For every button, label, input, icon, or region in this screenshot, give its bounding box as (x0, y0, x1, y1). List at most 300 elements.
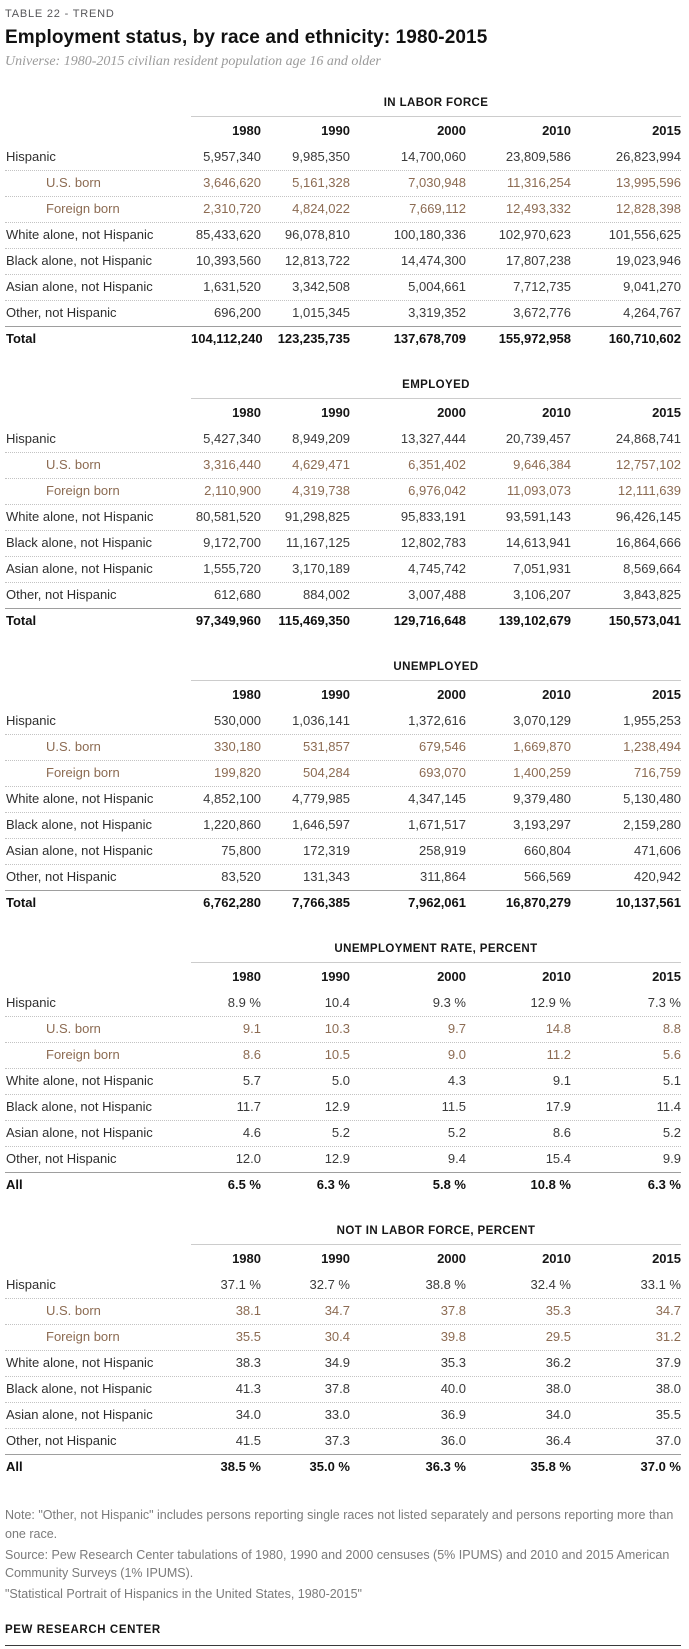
cell-value: 4,629,471 (292, 457, 350, 472)
row-label: Other, not Hispanic (6, 869, 117, 884)
cell-value: 9,646,384 (513, 457, 571, 472)
cell-value: 30.4 (324, 1329, 350, 1344)
row-label: Foreign born (46, 765, 120, 780)
table-row (5, 709, 681, 735)
table-section-2 (5, 661, 681, 916)
row-label: U.S. born (46, 457, 101, 472)
row-label: Asian alone, not Hispanic (6, 843, 153, 858)
cell-value: 4,745,742 (408, 561, 466, 576)
table-row (5, 1273, 681, 1299)
cell-value: 34.0 (235, 1407, 261, 1422)
cell-value: 102,970,623 (498, 227, 571, 242)
cell-value: 97,349,960 (195, 613, 261, 628)
row-label: Black alone, not Hispanic (6, 1381, 152, 1396)
cell-value: 258,919 (419, 843, 466, 858)
year-column-header: 2010 (542, 405, 571, 420)
cell-value: 39.8 (440, 1329, 466, 1344)
cell-value: 12.9 (324, 1151, 350, 1166)
cell-value: 101,556,625 (608, 227, 681, 242)
row-label: Asian alone, not Hispanic (6, 1125, 153, 1140)
year-column-header: 1990 (321, 123, 350, 138)
cell-value: 14,700,060 (400, 149, 466, 164)
cell-value: 38.8 % (425, 1277, 466, 1292)
cell-value: 1,238,494 (623, 739, 681, 754)
year-column-header: 2000 (437, 687, 466, 702)
table-row (5, 557, 681, 583)
cell-value: 37.0 % (640, 1459, 681, 1474)
cell-value: 14,613,941 (505, 535, 571, 550)
cell-value: 504,284 (303, 765, 350, 780)
cell-value: 40.0 (440, 1381, 466, 1396)
cell-value: 24,868,741 (615, 431, 681, 446)
row-label: White alone, not Hispanic (6, 791, 154, 806)
year-column-header: 2000 (437, 123, 466, 138)
table-row (5, 223, 681, 249)
cell-value: 7.3 % (647, 995, 681, 1010)
cell-value: 9,041,270 (623, 279, 681, 294)
cell-value: 9,379,480 (513, 791, 571, 806)
cell-value: 9.1 (242, 1021, 261, 1036)
cell-value: 36.2 (545, 1355, 571, 1370)
bottom-rule (5, 1645, 681, 1649)
cell-value: 2,310,720 (203, 201, 261, 216)
cell-value: 38.0 (545, 1381, 571, 1396)
row-label: Foreign born (46, 1329, 120, 1344)
table-row (5, 813, 681, 839)
cell-value: 37.8 (440, 1303, 466, 1318)
cell-value: 34.9 (324, 1355, 350, 1370)
cell-value: 20,739,457 (505, 431, 571, 446)
table-row (5, 583, 681, 608)
year-column-header: 1990 (321, 1251, 350, 1266)
cell-value: 37.8 (324, 1381, 350, 1396)
row-label: U.S. born (46, 175, 101, 190)
cell-value: 5,957,340 (203, 149, 261, 164)
row-label: All (6, 1177, 23, 1192)
cell-value: 696,200 (214, 305, 261, 320)
cell-value: 16,870,279 (505, 895, 571, 910)
year-column-header: 1980 (232, 687, 261, 702)
cell-value: 11.4 (656, 1099, 681, 1114)
year-column-header: 2015 (652, 405, 681, 420)
cell-value: 10.8 % (530, 1177, 571, 1192)
cell-value: 11.7 (236, 1099, 261, 1114)
row-label: U.S. born (46, 739, 101, 754)
cell-value: 37.9 (655, 1355, 681, 1370)
universe-subtitle: Universe: 1980-2015 civilian resident population age 16 and older (5, 54, 381, 69)
cell-value: 2,110,900 (204, 483, 261, 498)
cell-value: 1,646,597 (292, 817, 350, 832)
cell-value: 199,820 (214, 765, 261, 780)
cell-value: 12.9 % (530, 995, 571, 1010)
cell-value: 35.5 (235, 1329, 261, 1344)
row-label: Hispanic (6, 995, 56, 1010)
cell-value: 5.8 % (432, 1177, 466, 1192)
cell-value: 33.1 % (640, 1277, 681, 1292)
cell-value: 80,581,520 (195, 509, 261, 524)
row-label: All (6, 1459, 23, 1474)
table-row (5, 1325, 681, 1351)
row-label: Black alone, not Hispanic (6, 535, 152, 550)
pew-brand-label: PEW RESEARCH CENTER (5, 1623, 161, 1636)
cell-value: 9,172,700 (203, 535, 261, 550)
table-row (5, 197, 681, 223)
cell-value: 7,766,385 (292, 895, 350, 910)
cell-value: 35.5 (655, 1407, 681, 1422)
cell-value: 41.5 (235, 1433, 261, 1448)
row-label: Hispanic (6, 149, 56, 164)
cell-value: 36.9 (440, 1407, 466, 1422)
cell-value: 19,023,946 (615, 253, 681, 268)
row-label: White alone, not Hispanic (6, 1355, 154, 1370)
cell-value: 12,813,722 (284, 253, 350, 268)
table-row (5, 1351, 681, 1377)
cell-value: 1,955,253 (623, 713, 681, 728)
cell-value: 531,857 (303, 739, 350, 754)
row-label: Asian alone, not Hispanic (6, 561, 153, 576)
cell-value: 34.0 (545, 1407, 571, 1422)
row-label: Other, not Hispanic (6, 1433, 117, 1448)
table-row (5, 1121, 681, 1147)
year-header-row (5, 963, 681, 991)
row-label: Black alone, not Hispanic (6, 1099, 152, 1114)
row-label: Foreign born (46, 201, 120, 216)
row-label: Asian alone, not Hispanic (6, 1407, 153, 1422)
cell-value: 32.7 % (309, 1277, 350, 1292)
row-label: Black alone, not Hispanic (6, 817, 152, 832)
cell-value: 3,672,776 (513, 305, 571, 320)
table-row (5, 1069, 681, 1095)
cell-value: 14.8 (545, 1021, 571, 1036)
cell-value: 4,824,022 (292, 201, 350, 216)
cell-value: 4,319,738 (292, 483, 350, 498)
cell-value: 1,372,616 (408, 713, 466, 728)
cell-value: 471,606 (634, 843, 681, 858)
cell-value: 32.4 % (530, 1277, 571, 1292)
cell-value: 35.0 % (309, 1459, 350, 1474)
table-row (5, 479, 681, 505)
cell-value: 8.6 (242, 1047, 261, 1062)
cell-value: 26,823,994 (615, 149, 681, 164)
cell-value: 6,351,402 (408, 457, 466, 472)
cell-value: 9.7 (447, 1021, 466, 1036)
footnote-citation: "Statistical Portrait of Hispanics in the United States, 1980-2015" (5, 1587, 362, 1601)
cell-value: 3,646,620 (203, 175, 261, 190)
row-label: Hispanic (6, 431, 56, 446)
cell-value: 693,070 (419, 765, 466, 780)
year-column-header: 2000 (437, 1251, 466, 1266)
cell-value: 7,669,112 (409, 201, 466, 216)
cell-value: 16,864,666 (615, 535, 681, 550)
cell-value: 3,070,129 (513, 713, 571, 728)
cell-value: 29.5 (545, 1329, 571, 1344)
table-row (5, 735, 681, 761)
cell-value: 4.6 (242, 1125, 261, 1140)
cell-value: 6.5 % (227, 1177, 261, 1192)
year-column-header: 2010 (542, 1251, 571, 1266)
row-label: Black alone, not Hispanic (6, 253, 152, 268)
table-section-1 (5, 379, 681, 634)
cell-value: 1,036,141 (292, 713, 350, 728)
cell-value: 8.6 (552, 1125, 571, 1140)
cell-value: 5,427,340 (203, 431, 261, 446)
cell-value: 1,669,870 (513, 739, 571, 754)
year-header-row (5, 117, 681, 145)
table-row (5, 1147, 681, 1172)
cell-value: 11,316,254 (506, 175, 571, 190)
cell-value: 884,002 (303, 587, 350, 602)
table-row (5, 761, 681, 787)
cell-value: 612,680 (214, 587, 261, 602)
row-label: Other, not Hispanic (6, 305, 117, 320)
year-column-header: 2015 (652, 687, 681, 702)
cell-value: 10.3 (324, 1021, 350, 1036)
cell-value: 137,678,709 (393, 331, 466, 346)
cell-value: 4,347,145 (408, 791, 466, 806)
footnote-note: Note: "Other, not Hispanic" includes persons reporting single races not listed separately and persons reporting more than one race. (5, 1508, 674, 1541)
year-column-header: 2015 (652, 1251, 681, 1266)
cell-value: 1,671,517 (408, 817, 466, 832)
row-label: U.S. born (46, 1021, 101, 1036)
cell-value: 150,573,041 (608, 613, 681, 628)
cell-value: 5.2 (447, 1125, 466, 1140)
cell-value: 566,569 (524, 869, 571, 884)
row-label: Foreign born (46, 483, 120, 498)
table-row (5, 427, 681, 453)
cell-value: 104,112,240 (191, 331, 263, 346)
cell-value: 96,426,145 (615, 509, 681, 524)
table-row (5, 1377, 681, 1403)
row-label: Hispanic (6, 713, 56, 728)
cell-value: 12,757,102 (615, 457, 681, 472)
table-row (5, 249, 681, 275)
table-row (5, 531, 681, 557)
cell-value: 5.6 (662, 1047, 681, 1062)
table-row (5, 1429, 681, 1454)
cell-value: 4,264,767 (623, 305, 681, 320)
cell-value: 4,852,100 (203, 791, 261, 806)
table-row (5, 171, 681, 197)
cell-value: 131,343 (303, 869, 350, 884)
cell-value: 172,319 (303, 843, 350, 858)
cell-value: 3,106,207 (513, 587, 571, 602)
cell-value: 83,520 (221, 869, 261, 884)
cell-value: 91,298,825 (284, 509, 350, 524)
cell-value: 160,710,602 (608, 331, 681, 346)
year-column-header: 1980 (232, 405, 261, 420)
cell-value: 35.8 % (530, 1459, 571, 1474)
year-column-header: 1980 (232, 969, 261, 984)
cell-value: 10,137,561 (615, 895, 681, 910)
cell-value: 13,327,444 (400, 431, 466, 446)
cell-value: 38.0 (655, 1381, 681, 1396)
cell-value: 1,555,720 (203, 561, 261, 576)
year-column-header: 2000 (437, 969, 466, 984)
row-label: White alone, not Hispanic (6, 1073, 154, 1088)
table-row (5, 839, 681, 865)
row-label: Foreign born (46, 1047, 120, 1062)
year-column-header: 1980 (232, 1251, 261, 1266)
cell-value: 3,342,508 (292, 279, 350, 294)
cell-value: 17,807,238 (505, 253, 571, 268)
cell-value: 36.0 (440, 1433, 466, 1448)
cell-value: 10.5 (324, 1047, 350, 1062)
cell-value: 115,469,350 (278, 613, 350, 628)
cell-value: 6.3 % (316, 1177, 350, 1192)
cell-value: 5.2 (662, 1125, 681, 1140)
cell-value: 37.1 % (220, 1277, 261, 1292)
cell-value: 95,833,191 (400, 509, 466, 524)
cell-value: 31.2 (655, 1329, 681, 1344)
cell-value: 23,809,586 (505, 149, 571, 164)
table-row (5, 1095, 681, 1121)
cell-value: 12.0 (235, 1151, 261, 1166)
tables (5, 97, 681, 1480)
table-section-0 (5, 97, 681, 352)
cell-value: 9.9 (662, 1151, 681, 1166)
year-column-header: 2015 (652, 969, 681, 984)
cell-value: 3,843,825 (623, 587, 681, 602)
cell-value: 85,433,620 (195, 227, 261, 242)
cell-value: 5.0 (331, 1073, 350, 1088)
table-section-4 (5, 1225, 681, 1480)
table-row (5, 991, 681, 1017)
cell-value: 1,400,259 (513, 765, 571, 780)
cell-value: 7,962,061 (408, 895, 466, 910)
cell-value: 38.3 (235, 1355, 261, 1370)
cell-value: 3,007,488 (408, 587, 466, 602)
cell-value: 11.5 (441, 1099, 466, 1114)
table-row (5, 145, 681, 171)
cell-value: 3,193,297 (513, 817, 571, 832)
cell-value: 1,220,860 (203, 817, 261, 832)
cell-value: 10,393,560 (195, 253, 261, 268)
cell-value: 11,093,073 (506, 483, 571, 498)
cell-value: 10.4 (324, 995, 350, 1010)
year-column-header: 2010 (542, 123, 571, 138)
cell-value: 15.4 (545, 1151, 571, 1166)
cell-value: 3,316,440 (203, 457, 261, 472)
cell-value: 100,180,336 (393, 227, 466, 242)
page-title: Employment status, by race and ethnicity: 1980-2015 (5, 27, 488, 48)
cell-value: 12,111,639 (617, 483, 681, 498)
cell-value: 660,804 (524, 843, 571, 858)
cell-value: 36.3 % (425, 1459, 466, 1474)
cell-value: 11,167,125 (285, 535, 350, 550)
cell-value: 6,976,042 (408, 483, 466, 498)
table-row (5, 608, 681, 634)
cell-value: 8.9 % (227, 995, 261, 1010)
year-column-header: 2010 (542, 969, 571, 984)
year-column-header: 2010 (542, 687, 571, 702)
table-row (5, 1172, 681, 1198)
cell-value: 7,712,735 (513, 279, 571, 294)
table-row (5, 787, 681, 813)
cell-value: 9.1 (552, 1073, 571, 1088)
year-header-row (5, 1245, 681, 1273)
row-label: Total (6, 613, 37, 628)
cell-value: 5.2 (331, 1125, 350, 1140)
cell-value: 123,235,735 (277, 331, 350, 346)
cell-value: 36.4 (545, 1433, 571, 1448)
cell-value: 12,828,398 (615, 201, 681, 216)
cell-value: 155,972,958 (498, 331, 571, 346)
table-kicker: TABLE 22 - TREND (5, 8, 115, 20)
row-label: Asian alone, not Hispanic (6, 279, 153, 294)
row-label: Hispanic (6, 1277, 56, 1292)
table-row (5, 505, 681, 531)
table-row (5, 865, 681, 890)
cell-value: 2,159,280 (623, 817, 681, 832)
section-title: NOT IN LABOR FORCE, PERCENT (191, 1225, 681, 1245)
table-row (5, 301, 681, 326)
row-label: Other, not Hispanic (6, 1151, 117, 1166)
cell-value: 139,102,679 (498, 613, 571, 628)
cell-value: 14,474,300 (400, 253, 466, 268)
cell-value: 8,569,664 (623, 561, 681, 576)
cell-value: 93,591,143 (505, 509, 571, 524)
cell-value: 7,030,948 (408, 175, 466, 190)
cell-value: 41.3 (235, 1381, 261, 1396)
table-row (5, 1299, 681, 1325)
year-column-header: 2000 (437, 405, 466, 420)
cell-value: 9.4 (447, 1151, 466, 1166)
table-section-3 (5, 943, 681, 1198)
cell-value: 37.3 (324, 1433, 350, 1448)
table-row (5, 275, 681, 301)
cell-value: 716,759 (634, 765, 681, 780)
cell-value: 6,762,280 (203, 895, 261, 910)
cell-value: 1,015,345 (292, 305, 350, 320)
table-row (5, 1454, 681, 1480)
section-title: UNEMPLOYED (191, 661, 681, 681)
row-label: Other, not Hispanic (6, 587, 117, 602)
cell-value: 12.9 (324, 1099, 350, 1114)
table-row (5, 1403, 681, 1429)
table-row (5, 1043, 681, 1069)
cell-value: 5,161,328 (292, 175, 350, 190)
cell-value: 8.8 (662, 1021, 681, 1036)
cell-value: 6.3 % (647, 1177, 681, 1192)
table-row (5, 890, 681, 916)
cell-value: 5,130,480 (623, 791, 681, 806)
table-row (5, 453, 681, 479)
cell-value: 11.2 (546, 1047, 571, 1062)
cell-value: 4.3 (447, 1073, 466, 1088)
cell-value: 12,493,332 (505, 201, 571, 216)
cell-value: 35.3 (440, 1355, 466, 1370)
row-label: Total (6, 331, 37, 346)
year-column-header: 1980 (232, 123, 261, 138)
year-column-header: 2015 (652, 123, 681, 138)
cell-value: 9,985,350 (292, 149, 350, 164)
footnote-source: Source: Pew Research Center tabulations of 1980, 1990 and 2000 censuses (5% IPUMS) and 2010 and 2015 American Community Surveys (1% IPUMS). (5, 1547, 670, 1581)
cell-value: 3,319,352 (408, 305, 466, 320)
cell-value: 12,802,783 (400, 535, 466, 550)
table-row (5, 326, 681, 352)
cell-value: 330,180 (214, 739, 261, 754)
cell-value: 37.0 (655, 1433, 681, 1448)
cell-value: 1,631,520 (203, 279, 261, 294)
cell-value: 34.7 (655, 1303, 681, 1318)
cell-value: 35.3 (545, 1303, 571, 1318)
cell-value: 5.7 (242, 1073, 261, 1088)
cell-value: 3,170,189 (292, 561, 350, 576)
cell-value: 96,078,810 (284, 227, 350, 242)
year-header-row (5, 399, 681, 427)
year-column-header: 1990 (321, 687, 350, 702)
cell-value: 8,949,209 (292, 431, 350, 446)
